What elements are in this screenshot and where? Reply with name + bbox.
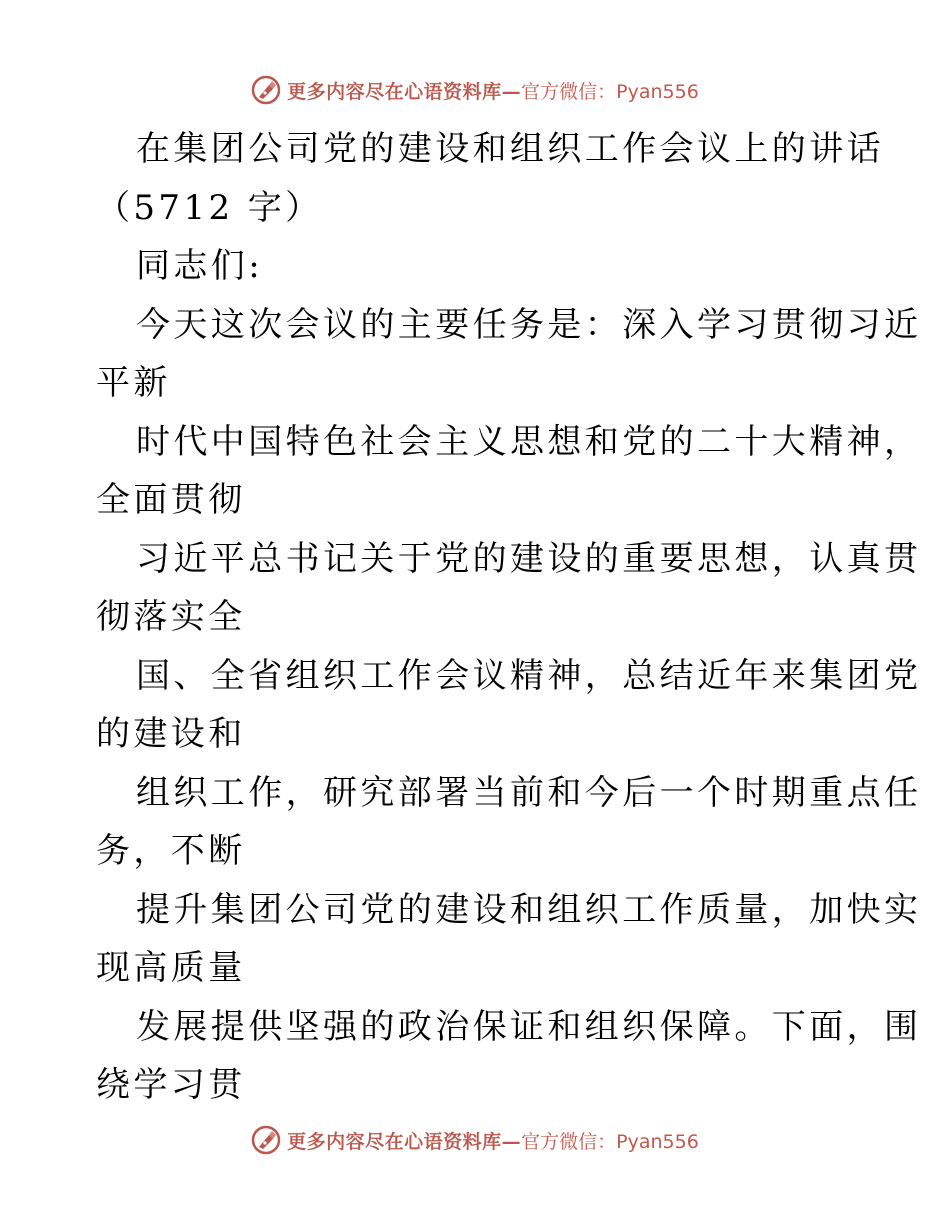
paragraph-line: 彻落实全 <box>96 597 246 637</box>
document-title: 在集团公司党的建设和组织工作会议上的讲话 <box>136 129 884 169</box>
paragraph-line: 的建设和 <box>96 714 246 754</box>
paragraph-line: 提升集团公司党的建设和组织工作质量，加快实 <box>136 889 922 930</box>
paragraph-line: 今天这次会议的主要任务是：深入学习贯彻习近 <box>136 304 922 345</box>
paragraph-line: 时代中国特色社会主义思想和党的二十大精神， <box>136 421 922 462</box>
paragraph-line: 全面贯彻 <box>96 480 246 520</box>
paragraph-line: 发展提供坚强的政治保证和组织保障。下面，围 <box>136 1006 922 1047</box>
document-salutation: 同志们: <box>136 246 264 286</box>
pen-nib-logo-icon <box>251 1125 281 1155</box>
footer-watermark-banner <box>0 1120 950 1160</box>
paragraph-line: 习近平总书记关于党的建设的重要思想，认真贯 <box>136 538 922 579</box>
document-body <box>96 120 922 1115</box>
document-word-count: （5712 字） <box>96 187 323 228</box>
banner-wechat-id: 官方微信：Pyan556 <box>521 80 699 103</box>
banner-text: 更多内容尽在心语资料库— <box>287 1130 522 1153</box>
header-watermark-banner <box>0 70 950 110</box>
banner-wechat-id: 官方微信：Pyan556 <box>521 1130 699 1153</box>
paragraph-line: 国、全省组织工作会议精神，总结近年来集团党 <box>136 655 922 696</box>
paragraph-line: 组织工作，研究部署当前和今后一个时期重点任 <box>136 772 922 813</box>
paragraph-line: 平新 <box>96 363 171 403</box>
paragraph-line: 现高质量 <box>96 948 246 988</box>
pen-nib-logo-icon <box>251 75 281 105</box>
paragraph-line: 绕学习贯 <box>96 1065 246 1105</box>
banner-text: 更多内容尽在心语资料库— <box>287 80 522 103</box>
paragraph-line: 务，不断 <box>96 831 246 871</box>
